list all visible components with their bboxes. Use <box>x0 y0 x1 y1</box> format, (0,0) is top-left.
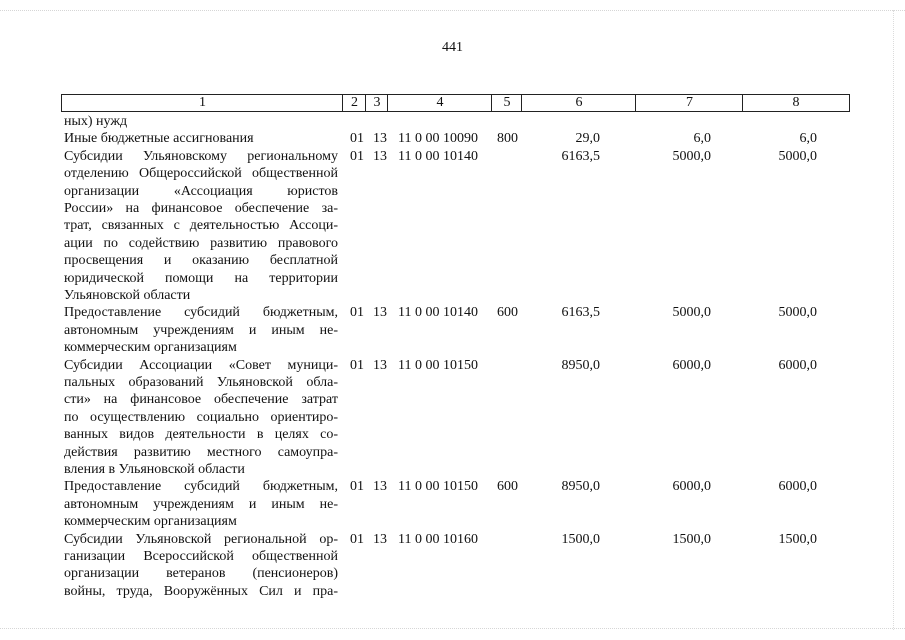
row-subsection: 13 <box>373 305 387 321</box>
row-subsection: 13 <box>373 131 387 147</box>
row-description-line: войны, труда, Вооружённых Сил и пра- <box>64 583 338 599</box>
row-description-line: Субсидии Ульяновскому региональному <box>64 148 338 164</box>
row-description-line: действия развитию местного самоупра- <box>64 444 338 460</box>
row-subsection: 13 <box>373 357 387 373</box>
row-description-line: ных) нужд <box>64 114 128 129</box>
page-number: 441 <box>442 40 463 55</box>
row-description-line: коммерческим организациям <box>64 514 237 530</box>
row-amount-col7: 5000,0 <box>672 148 711 164</box>
row-subsection: 13 <box>373 148 387 164</box>
row-amount-col7: 6,0 <box>693 131 711 147</box>
row-target-code: 11 0 00 10150 <box>398 357 478 373</box>
row-description-line: трат, связанных с деятельностью Ассоци- <box>64 218 338 234</box>
row-amount-col8: 6000,0 <box>778 357 817 373</box>
row-description-line: вления в Ульяновской области <box>64 461 245 477</box>
row-amount-col7: 6000,0 <box>672 357 711 373</box>
header-col-6: 6 <box>521 94 636 112</box>
row-description-line: ации по содействию развитию правового <box>64 235 338 251</box>
row-amount-col6: 6163,5 <box>561 148 600 164</box>
row-description-line: ванных видов деятельности в целях со- <box>64 427 338 443</box>
row-description-line: пальных образований Ульяновской обла- <box>64 374 338 390</box>
row-description-line: ганизации Всероссийской общественной <box>64 548 338 564</box>
scan-artifact-right <box>893 10 894 630</box>
row-description-line: Предоставление субсидий бюджетным, <box>64 479 338 495</box>
row-section: 01 <box>350 305 364 321</box>
row-amount-col7: 5000,0 <box>672 305 711 321</box>
row-amount-col8: 5000,0 <box>778 305 817 321</box>
row-description-line: автономным учреждениям и иным не- <box>64 322 338 338</box>
row-expense-type: 600 <box>497 305 518 321</box>
row-description-line: юридической помощи на территории <box>64 270 338 286</box>
row-description-line: по осуществлению социально ориентиро- <box>64 409 338 425</box>
row-amount-col8: 5000,0 <box>778 148 817 164</box>
row-amount-col6: 8950,0 <box>561 479 600 495</box>
row-target-code: 11 0 00 10160 <box>398 531 478 547</box>
row-amount-col8: 1500,0 <box>778 531 817 547</box>
row-description-line: Субсидии Ассоциации «Совет муници- <box>64 357 338 373</box>
header-col-5: 5 <box>491 94 522 112</box>
row-description-line: организации ветеранов (пенсионеров) <box>64 566 338 582</box>
scan-artifact-bottom <box>0 628 905 629</box>
row-subsection: 13 <box>373 479 387 495</box>
header-col-8: 8 <box>742 94 850 112</box>
row-section: 01 <box>350 131 364 147</box>
row-amount-col6: 1500,0 <box>561 531 600 547</box>
row-amount-col7: 6000,0 <box>672 479 711 495</box>
row-description-line: Предоставление субсидий бюджетным, <box>64 305 338 321</box>
row-description-line: организации «Ассоциация юристов <box>64 183 338 199</box>
header-col-3: 3 <box>365 94 388 112</box>
header-col-7: 7 <box>635 94 743 112</box>
row-section: 01 <box>350 479 364 495</box>
row-target-code: 11 0 00 10090 <box>398 131 478 147</box>
row-amount-col6: 29,0 <box>575 131 600 147</box>
row-description-line: Ульяновской области <box>64 287 191 303</box>
row-description-line: сти» на финансовое обеспечение затрат <box>64 392 338 408</box>
header-col-1: 1 <box>61 94 343 112</box>
header-col-4: 4 <box>387 94 492 112</box>
row-description-line: отделению Общероссийской общественной <box>64 166 338 182</box>
table-header <box>61 94 849 112</box>
row-amount-col7: 1500,0 <box>672 531 711 547</box>
row-section: 01 <box>350 148 364 164</box>
row-amount-col8: 6000,0 <box>778 479 817 495</box>
row-description-line: Субсидии Ульяновской региональной ор- <box>64 531 338 547</box>
row-target-code: 11 0 00 10140 <box>398 305 478 321</box>
row-section: 01 <box>350 531 364 547</box>
row-description-line: Иные бюджетные ассигнования <box>64 131 254 147</box>
row-subsection: 13 <box>373 531 387 547</box>
row-section: 01 <box>350 357 364 373</box>
row-description-line: автономным учреждениям и иным не- <box>64 496 338 512</box>
row-description-line: России» на финансовое обеспечение за- <box>64 200 338 216</box>
row-description-line: просвещения и оказанию бесплатной <box>64 253 338 269</box>
row-description-line: коммерческим организациям <box>64 340 237 356</box>
row-amount-col6: 8950,0 <box>561 357 600 373</box>
header-col-2: 2 <box>342 94 366 112</box>
row-expense-type: 600 <box>497 479 518 495</box>
row-amount-col8: 6,0 <box>799 131 817 147</box>
row-target-code: 11 0 00 10150 <box>398 479 478 495</box>
scan-artifact-top <box>0 10 905 11</box>
row-target-code: 11 0 00 10140 <box>398 148 478 164</box>
row-amount-col6: 6163,5 <box>561 305 600 321</box>
row-expense-type: 800 <box>497 131 518 147</box>
